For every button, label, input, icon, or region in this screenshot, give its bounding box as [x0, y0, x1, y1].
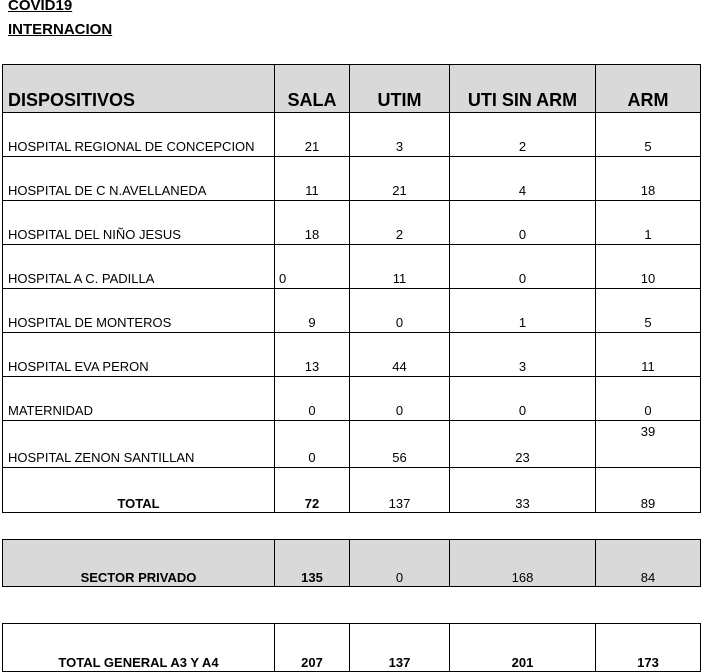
cell-uti-sin-arm: 2	[450, 113, 596, 157]
cell-sala: 0	[275, 377, 350, 421]
cell-uti-sin-arm: 23	[450, 421, 596, 468]
cell-arm: 0	[596, 377, 701, 421]
cell-sala: 21	[275, 113, 350, 157]
cell-sala: 0	[275, 421, 350, 468]
header-utim: UTIM	[350, 65, 450, 113]
row-name: HOSPITAL DE MONTEROS	[3, 289, 275, 333]
row-name: HOSPITAL A C. PADILLA	[3, 245, 275, 289]
cell-arm: 5	[596, 113, 701, 157]
cell-uti-sin-arm: 3	[450, 333, 596, 377]
cell-arm: 39	[596, 421, 701, 468]
cell-uti-sin-arm: 0	[450, 201, 596, 245]
header-arm: ARM	[596, 65, 701, 113]
total-label: TOTAL	[3, 468, 275, 513]
cell-uti-sin-arm: 0	[450, 245, 596, 289]
total-general-arm: 173	[596, 624, 701, 672]
cell-uti-sin-arm: 0	[450, 377, 596, 421]
total-row	[3, 468, 701, 513]
table-row	[3, 245, 701, 289]
page-subtitle: INTERNACION	[8, 21, 113, 38]
page-title: COVID19	[8, 0, 73, 14]
sector-privado-utim: 0	[350, 540, 450, 587]
internacion-table	[2, 64, 701, 513]
row-name: HOSPITAL ZENON SANTILLAN	[3, 421, 275, 468]
header-sala: SALA	[275, 65, 350, 113]
row-name: MATERNIDAD	[3, 377, 275, 421]
total-arm: 89	[596, 468, 701, 513]
table-row	[3, 333, 701, 377]
table-header-row	[3, 65, 701, 113]
total-general-uti-sin-arm: 201	[450, 624, 596, 672]
table-row	[3, 157, 701, 201]
sector-privado-label: SECTOR PRIVADO	[3, 540, 275, 587]
total-general-sala: 207	[275, 624, 350, 672]
cell-utim: 56	[350, 421, 450, 468]
sector-privado-sala: 135	[275, 540, 350, 587]
header-uti-sin-arm: UTI SIN ARM	[450, 65, 596, 113]
row-name: HOSPITAL DE C N.AVELLANEDA	[3, 157, 275, 201]
total-general-label: TOTAL GENERAL A3 Y A4	[3, 624, 275, 672]
row-name: HOSPITAL REGIONAL DE CONCEPCION	[3, 113, 275, 157]
cell-utim: 3	[350, 113, 450, 157]
total-general-utim: 137	[350, 624, 450, 672]
cell-sala: 13	[275, 333, 350, 377]
cell-sala: 0	[275, 245, 350, 289]
table-row	[3, 113, 701, 157]
cell-arm: 5	[596, 289, 701, 333]
cell-utim: 0	[350, 289, 450, 333]
header-dispositivos: DISPOSITIVOS	[3, 65, 275, 113]
cell-sala: 11	[275, 157, 350, 201]
table-row	[3, 201, 701, 245]
cell-utim: 44	[350, 333, 450, 377]
table-row	[3, 377, 701, 421]
total-sala: 72	[275, 468, 350, 513]
sector-privado-arm: 84	[596, 540, 701, 587]
cell-uti-sin-arm: 1	[450, 289, 596, 333]
cell-arm: 18	[596, 157, 701, 201]
sector-privado-table	[2, 539, 701, 587]
table-row	[3, 421, 701, 468]
cell-arm: 11	[596, 333, 701, 377]
cell-arm: 1	[596, 201, 701, 245]
table-row	[3, 289, 701, 333]
cell-sala: 18	[275, 201, 350, 245]
sector-privado-uti-sin-arm: 168	[450, 540, 596, 587]
cell-utim: 2	[350, 201, 450, 245]
cell-uti-sin-arm: 4	[450, 157, 596, 201]
total-utim: 137	[350, 468, 450, 513]
cell-arm: 10	[596, 245, 701, 289]
row-name: HOSPITAL DEL NIÑO JESUS	[3, 201, 275, 245]
row-name: HOSPITAL EVA PERON	[3, 333, 275, 377]
total-general-row	[3, 624, 701, 672]
cell-sala: 9	[275, 289, 350, 333]
total-uti-sin-arm: 33	[450, 468, 596, 513]
cell-utim: 11	[350, 245, 450, 289]
sector-privado-row	[3, 540, 701, 587]
total-general-table	[2, 623, 701, 672]
cell-utim: 21	[350, 157, 450, 201]
cell-utim: 0	[350, 377, 450, 421]
